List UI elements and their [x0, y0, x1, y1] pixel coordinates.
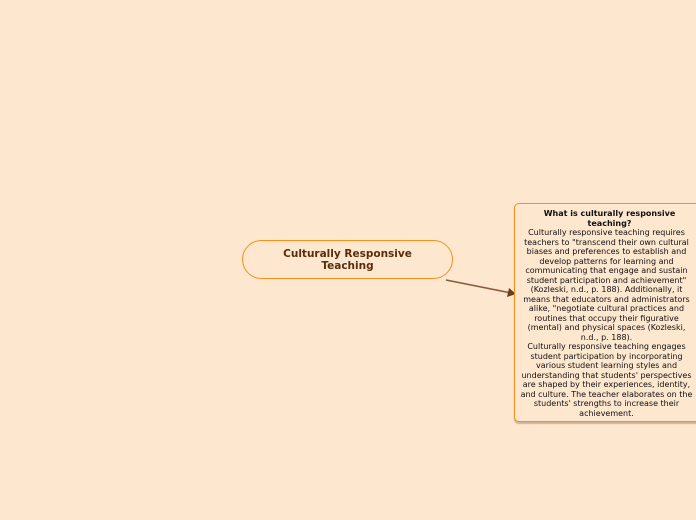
subtopic-paragraph-1: Culturally responsive teaching requires teachers to "transcend their own cultural biases and preferences to establish and develop patterns for learning and communicating that engage and sustain student participation and achievement" (Kozleski, n.d., p. 188). Additionally, it means that educators and administrators alike, "negotiate cultural practices and routines that occupy their figurative (mental) and physical spaces (Kozleski, n.d., p. 188).	[523, 228, 690, 342]
subtopic-title: What is culturally responsive teaching?	[543, 209, 676, 228]
central-topic-node[interactable]	[242, 240, 453, 279]
connector-line	[446, 280, 511, 293]
central-topic-title: Culturally Responsive Teaching	[283, 247, 412, 272]
subtopic-paragraph-2: Culturally responsive teaching engages student participation by incorporating various student learning styles and understanding that students' perspectives are shaped by their experiences, identity, and culture. The teacher elaborates on the students' strengths to increase their achievement.	[520, 342, 693, 418]
subtopic-node[interactable]	[514, 203, 696, 422]
